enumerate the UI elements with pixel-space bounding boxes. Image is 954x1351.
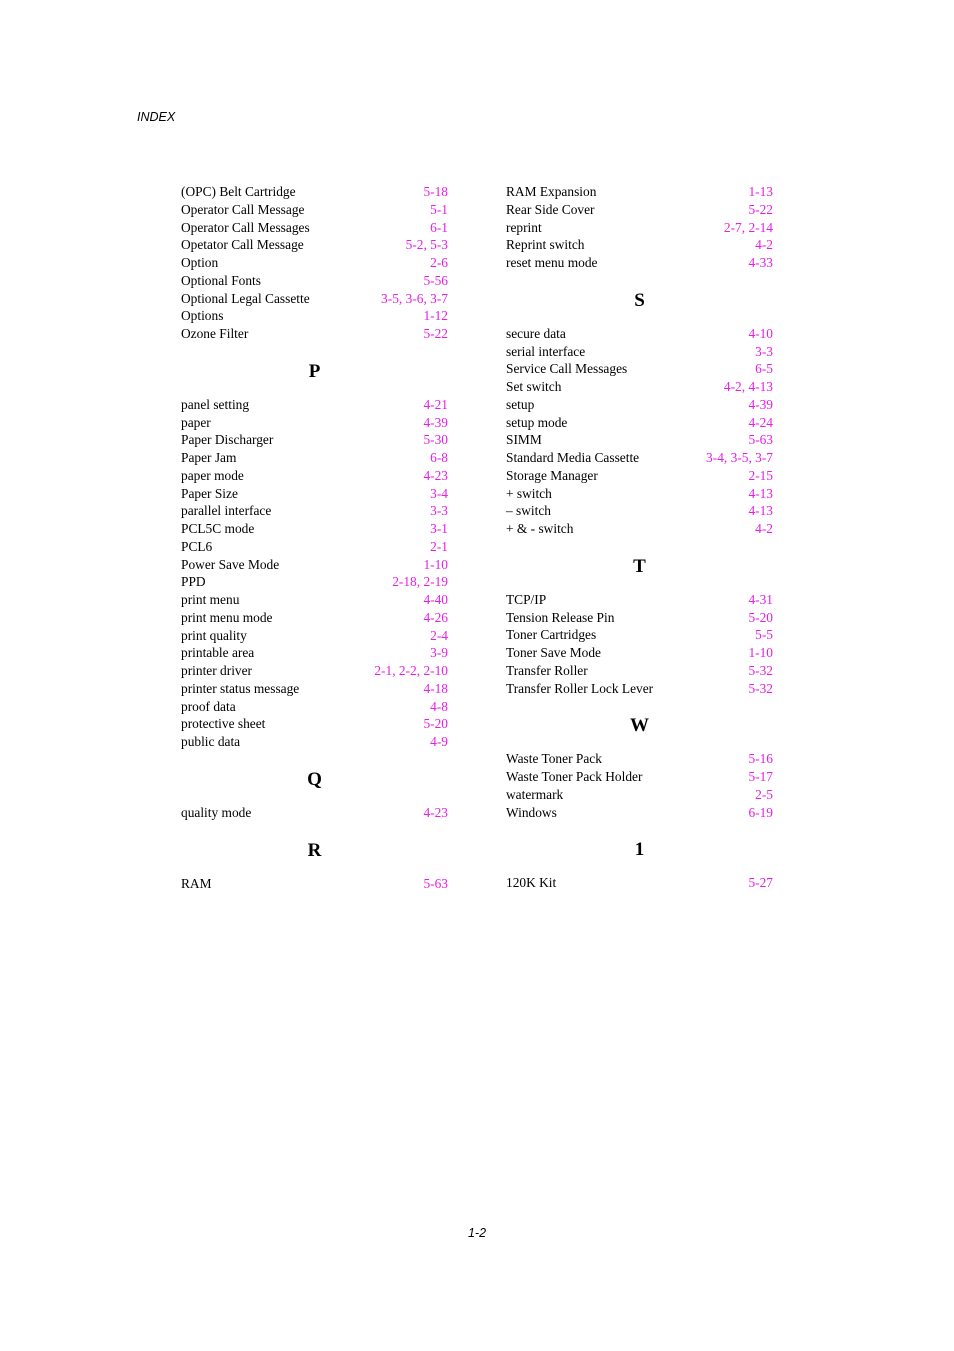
index-entry [506, 449, 773, 467]
index-column-right [506, 183, 773, 892]
index-entry [506, 626, 773, 644]
index-term: + switch [506, 485, 552, 501]
index-entry [506, 343, 773, 361]
index-term: Operator Call Messages [181, 219, 310, 235]
index-term: protective sheet [181, 716, 266, 732]
page-reference-link[interactable]: 1-12 [423, 308, 448, 324]
page-reference-link[interactable]: 4-23 [423, 467, 448, 483]
index-term: Paper Jam [181, 450, 237, 465]
page-reference-link[interactable]: 6-5 [755, 361, 773, 377]
index-entry [181, 449, 448, 467]
index-term: printable area [181, 645, 255, 661]
index-entry [181, 431, 448, 449]
index-term: public data [181, 734, 241, 749]
index-entry [506, 219, 773, 237]
index-term: Paper Discharger [181, 432, 274, 448]
page-reference-link[interactable]: 3-4 [430, 485, 448, 501]
index-entry [181, 680, 448, 698]
section-letter: Q [307, 768, 322, 790]
index-entry [506, 768, 773, 786]
page-number: 1-2 [467, 1226, 487, 1240]
index-entry [181, 804, 448, 822]
index-term: Reprint switch [506, 237, 585, 253]
index-term: Service Call Messages [506, 361, 628, 377]
page-reference-link[interactable]: 5-56 [423, 272, 448, 288]
index-term: – switch [506, 503, 552, 519]
index-term: Option [181, 255, 219, 270]
section-letter: R [307, 839, 322, 861]
index-term: print menu mode [181, 609, 273, 625]
index-term: PPD [181, 574, 206, 590]
page-reference-link[interactable]: 5-2, 5-3 [405, 237, 448, 253]
index-term: PCL5C mode [181, 521, 255, 536]
page-reference-link[interactable]: 5-32 [748, 680, 773, 696]
index-term: Toner Cartridges [506, 627, 597, 643]
index-entry [181, 573, 448, 591]
index-entry [506, 414, 773, 432]
index-entry [506, 520, 773, 538]
index-entry [506, 485, 773, 503]
page-reference-link[interactable]: 4-26 [423, 609, 448, 625]
index-entry [506, 183, 773, 201]
page-reference-link[interactable]: 4-10 [748, 325, 773, 341]
index-entry [181, 396, 448, 414]
index-entry [181, 414, 448, 432]
index-entry [506, 786, 773, 804]
index-entry [181, 644, 448, 662]
index-entry [506, 680, 773, 698]
page-reference-link[interactable]: 4-39 [748, 396, 773, 412]
page-reference-link[interactable]: 4-13 [748, 485, 773, 501]
index-entry [181, 290, 448, 308]
index-entry [181, 538, 448, 556]
page-reference-link[interactable]: 4-2 [755, 521, 773, 536]
index-entry [181, 609, 448, 627]
index-entry [181, 502, 448, 520]
index-term: Toner Save Mode [506, 645, 602, 660]
index-entry [506, 750, 773, 768]
index-term: setup mode [506, 414, 568, 430]
index-entry [506, 254, 773, 272]
section-letter: 1 [634, 839, 645, 861]
index-term: panel setting [181, 396, 250, 412]
page-reference-link[interactable]: 3-3 [755, 343, 773, 359]
page-reference-link[interactable]: 4-8 [430, 698, 448, 714]
page-reference-link[interactable]: 2-15 [748, 467, 773, 483]
index-entry [506, 502, 773, 520]
index-term: Set switch [506, 379, 562, 394]
index-term: reset menu mode [506, 255, 598, 270]
index-entry [181, 715, 448, 733]
page-reference-link[interactable]: 6-1 [430, 219, 448, 235]
page-reference-link[interactable]: 2-18, 2-19 [392, 574, 448, 590]
index-term: Standard Media Cassette [506, 450, 640, 465]
page-reference-link[interactable]: 1-10 [748, 645, 773, 660]
index-entry [181, 591, 448, 609]
index-term: Rear Side Cover [506, 201, 595, 217]
index-term: RAM Expansion [506, 184, 597, 199]
page-reference-link[interactable]: 4-39 [423, 414, 448, 430]
page-reference-link[interactable]: 3-9 [430, 645, 448, 661]
page-reference-link[interactable]: 4-33 [748, 255, 773, 270]
page-reference-link[interactable]: 4-18 [423, 680, 448, 696]
index-entry [506, 467, 773, 485]
index-entry [506, 201, 773, 219]
index-term: printer driver [181, 663, 253, 678]
index-term: 120K Kit [506, 875, 557, 891]
page-reference-link[interactable]: 2-5 [755, 786, 773, 802]
index-term: Storage Manager [506, 467, 598, 483]
index-term: (OPC) Belt Cartridge [181, 184, 296, 199]
page-reference-link[interactable]: 3-1 [430, 521, 448, 536]
section-letter: S [634, 289, 645, 311]
page-reference-link[interactable]: 5-22 [748, 201, 773, 217]
index-entry [181, 183, 448, 201]
index-entry [181, 254, 448, 272]
page-reference-link[interactable]: 3-3 [430, 503, 448, 519]
page-reference-link[interactable]: 4-31 [748, 591, 773, 607]
page-reference-link[interactable]: 3-4, 3-5, 3-7 [706, 450, 773, 465]
index-entry [181, 520, 448, 538]
index-term: quality mode [181, 804, 252, 820]
index-entry [506, 591, 773, 609]
page-reference-link[interactable]: 2-1 [430, 538, 448, 554]
index-term: + & - switch [506, 521, 574, 536]
index-entry [181, 698, 448, 716]
page-reference-link[interactable]: 1-13 [748, 184, 773, 199]
page-reference-link[interactable]: 1-10 [423, 556, 448, 572]
page-reference-link[interactable]: 5-1 [430, 201, 448, 217]
page-reference-link[interactable]: 4-24 [748, 414, 773, 430]
index-term: Paper Size [181, 485, 238, 501]
index-entry [506, 662, 773, 680]
index-entry [506, 325, 773, 343]
page-reference-link[interactable]: 6-8 [430, 450, 448, 465]
index-term: Optional Fonts [181, 272, 261, 288]
index-term: parallel interface [181, 503, 272, 519]
index-entry [181, 485, 448, 503]
index-term: Opetator Call Message [181, 237, 304, 253]
page-header: INDEX [137, 110, 176, 124]
page-reference-link[interactable]: 2-7, 2-14 [723, 219, 773, 235]
section-letter: P [308, 360, 321, 382]
index-term: reprint [506, 219, 542, 235]
index-term: paper [181, 414, 211, 430]
index-term: TCP/IP [506, 591, 547, 607]
index-entry [181, 201, 448, 219]
index-entry [181, 219, 448, 237]
index-term: Options [181, 308, 224, 324]
page-reference-link[interactable]: 4-2 [755, 237, 773, 253]
index-term: paper mode [181, 467, 244, 483]
page-reference-link[interactable]: 6-19 [748, 804, 773, 820]
page-reference-link[interactable]: 4-13 [748, 503, 773, 519]
page-reference-link[interactable]: 5-32 [748, 662, 773, 678]
index-term: Transfer Roller [506, 662, 588, 678]
index-term: proof data [181, 698, 236, 714]
index-entry [181, 662, 448, 680]
index-term: Waste Toner Pack [506, 751, 602, 767]
index-term: print menu [181, 592, 240, 607]
index-term: SIMM [506, 432, 542, 448]
page-reference-link[interactable]: 2-4 [430, 627, 448, 643]
index-term: serial interface [506, 343, 586, 359]
page-reference-link[interactable]: 5-27 [748, 875, 773, 891]
index-entry [181, 875, 448, 893]
page-reference-link[interactable]: 5-22 [423, 326, 448, 341]
section-letter: W [630, 715, 649, 737]
index-term: watermark [506, 786, 564, 802]
index-entry [181, 307, 448, 325]
index-entry [181, 733, 448, 751]
index-entry [506, 804, 773, 822]
index-term: RAM [181, 875, 212, 891]
index-entry [506, 378, 773, 396]
section-letter: T [633, 555, 646, 577]
index-term: printer status message [181, 680, 300, 696]
index-entry [506, 396, 773, 414]
index-entry [506, 644, 773, 662]
index-term: Waste Toner Pack Holder [506, 769, 643, 784]
index-entry [181, 467, 448, 485]
page-reference-link[interactable]: 5-16 [748, 751, 773, 767]
page-reference-link[interactable]: 4-40 [423, 592, 448, 607]
page-reference-link[interactable]: 5-5 [755, 627, 773, 643]
page-reference-link[interactable]: 4-2, 4-13 [723, 379, 773, 394]
page-reference-link[interactable]: 2-1, 2-2, 2-10 [374, 663, 448, 678]
index-term: Optional Legal Cassette [181, 290, 310, 306]
index-entry [506, 874, 773, 892]
index-term: PCL6 [181, 538, 213, 554]
page-reference-link[interactable]: 4-23 [423, 804, 448, 820]
page-reference-link[interactable]: 5-63 [423, 875, 448, 891]
index-column-left [181, 183, 448, 892]
page-reference-link[interactable]: 5-17 [748, 769, 773, 784]
index-term: secure data [506, 325, 566, 341]
index-entry [506, 609, 773, 627]
index-term: Power Save Mode [181, 556, 280, 572]
index-term: Operator Call Message [181, 201, 305, 217]
page-reference-link[interactable]: 5-30 [423, 432, 448, 448]
page-reference-link[interactable]: 3-5, 3-6, 3-7 [381, 290, 448, 306]
page-reference-link[interactable]: 5-20 [423, 716, 448, 732]
page-reference-link[interactable]: 5-18 [423, 184, 448, 199]
page-reference-link[interactable]: 5-20 [748, 609, 773, 625]
index-entry [506, 360, 773, 378]
index-term: print quality [181, 627, 247, 643]
index-entry [181, 556, 448, 574]
page-reference-link[interactable]: 5-63 [748, 432, 773, 448]
index-term: setup [506, 396, 535, 412]
index-entry [506, 236, 773, 254]
index-entry [506, 431, 773, 449]
index-entry [181, 236, 448, 254]
page-reference-link[interactable]: 4-9 [430, 734, 448, 749]
index-term: Transfer Roller Lock Lever [506, 680, 654, 696]
index-entry [181, 325, 448, 343]
index-term: Ozone Filter [181, 326, 249, 341]
index-term: Windows [506, 804, 557, 820]
page-reference-link[interactable]: 4-21 [423, 396, 448, 412]
index-entry [181, 627, 448, 645]
page-reference-link[interactable]: 2-6 [430, 255, 448, 270]
index-term: Tension Release Pin [506, 609, 615, 625]
index-entry [181, 272, 448, 290]
